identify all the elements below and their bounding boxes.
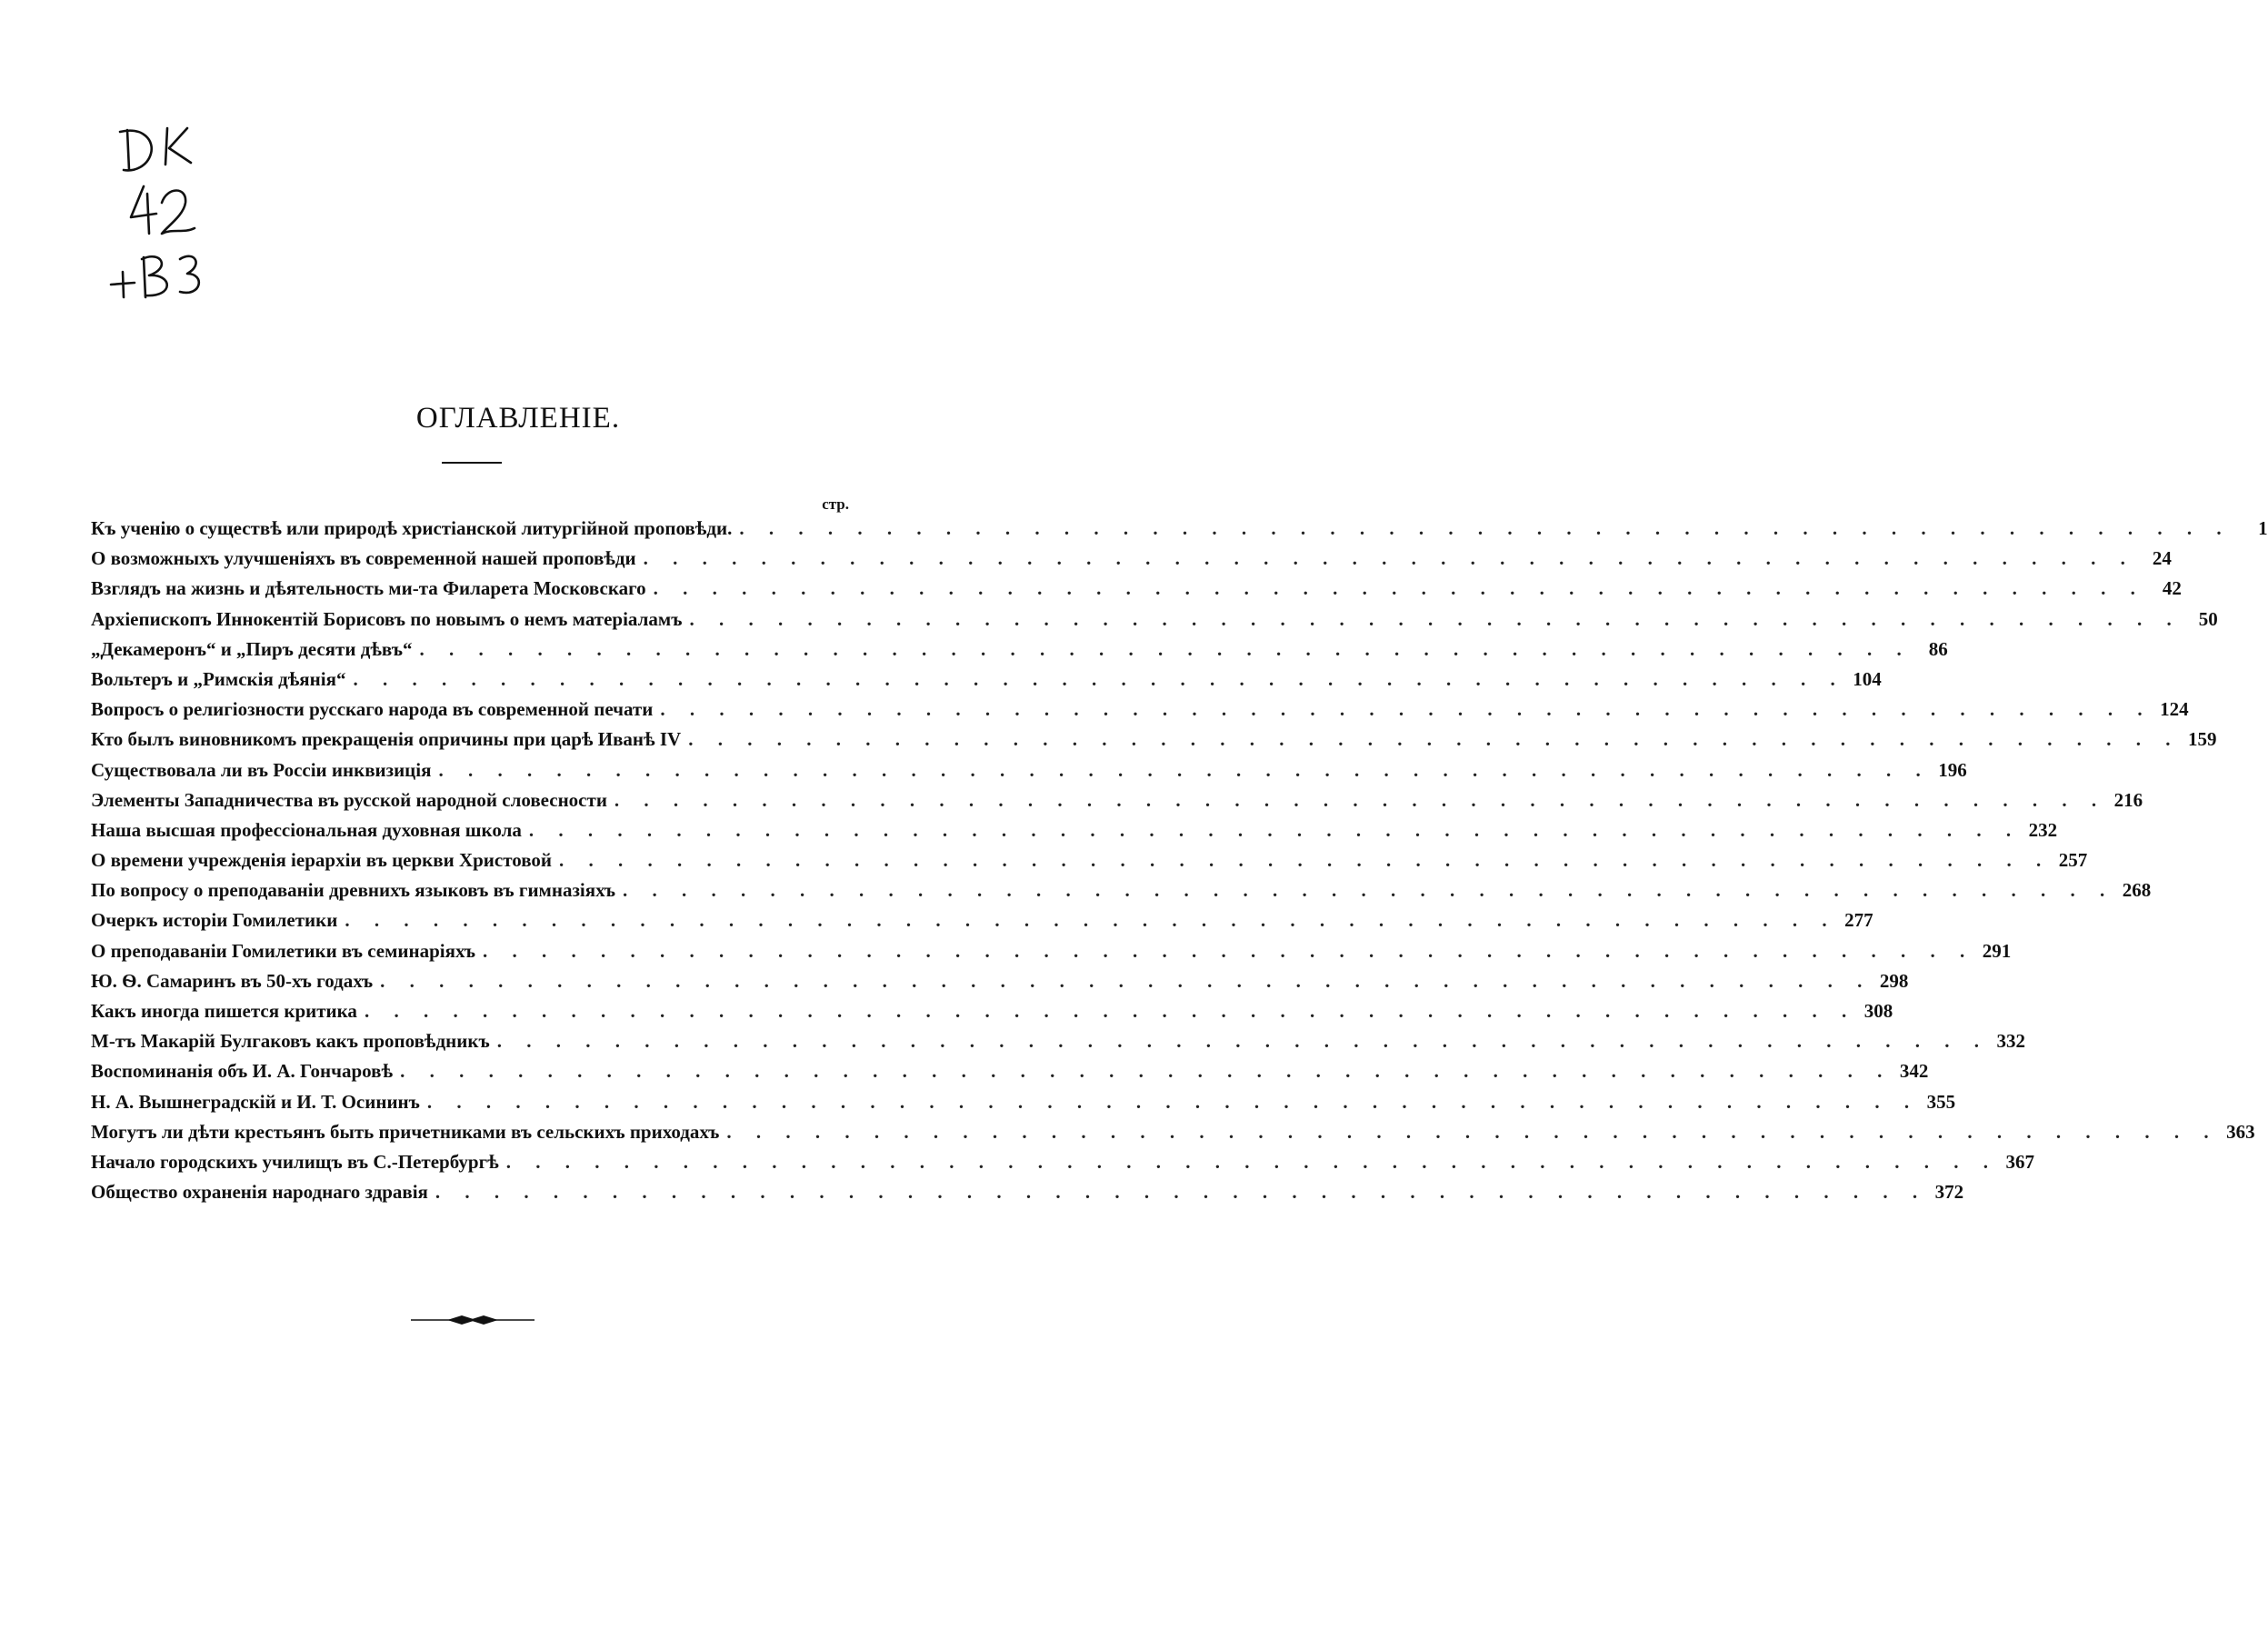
dot-leader xyxy=(607,789,2106,812)
toc-entry xyxy=(91,849,2088,879)
page-title: ОГЛАВЛЕНІЕ. xyxy=(415,402,621,435)
dot-leader xyxy=(615,879,2114,902)
toc-entry xyxy=(91,667,1882,698)
toc-entry-page-number: 355 xyxy=(1926,1090,1956,1113)
dot-leader xyxy=(681,728,2180,751)
toc-entry xyxy=(91,577,2182,607)
handwritten-call-number-drawing xyxy=(107,123,225,332)
toc-entry-title: М-тъ Макарій Булгаковъ какъ проповѣдникъ xyxy=(91,1030,490,1053)
toc-entry xyxy=(91,517,2268,547)
toc-entry-title: Могутъ ли дѣти крестьянъ быть причетниками въ сельскихъ приходахъ xyxy=(91,1120,720,1143)
toc-entry-page-number: 363 xyxy=(2226,1120,2255,1143)
toc-entry-page-number: 216 xyxy=(2113,788,2143,811)
toc-entry xyxy=(91,788,2143,819)
toc-entry xyxy=(91,818,2058,849)
page-column-header: стр. xyxy=(822,495,849,513)
toc-entry xyxy=(91,969,1909,1000)
toc-entry-page-number: 257 xyxy=(2058,849,2088,872)
dot-leader xyxy=(420,1091,1919,1114)
toc-entry-page-number: 332 xyxy=(1996,1030,2025,1053)
toc-entry xyxy=(91,1120,2255,1151)
ornament-drawing xyxy=(409,1314,536,1326)
dot-leader xyxy=(732,517,2231,540)
toc-entry-title: Элементы Западничества въ русской народной словесности xyxy=(91,788,607,811)
toc-entry-title: Воспоминанія объ И. А. Гончаровѣ xyxy=(91,1060,394,1083)
dot-leader xyxy=(646,577,2145,600)
toc-entry-title: О преподаваніи Гомилетики въ семинаріяхъ xyxy=(91,939,475,962)
toc-entry-page-number: 268 xyxy=(2122,879,2152,902)
toc-entry-title: Кто былъ виновникомъ прекращенія опричины при царѣ Иванѣ IV xyxy=(91,728,682,751)
toc-entry-page-number: 1 xyxy=(2258,517,2268,539)
toc-entry-title: Къ ученію о существѣ или природѣ христіанской литургійной проповѣди. xyxy=(91,517,733,539)
toc-entry-title: Начало городскихъ училищъ въ С.-Петербургѣ xyxy=(91,1150,499,1173)
toc-entry-page-number: 24 xyxy=(2152,547,2172,570)
toc-entry-page-number: 277 xyxy=(1844,909,1873,932)
dot-leader xyxy=(475,940,1974,963)
dot-leader xyxy=(337,909,1836,932)
toc-entry xyxy=(91,758,1967,789)
toc-entry-page-number: 159 xyxy=(2187,728,2217,751)
toc-entry-title: Общество охраненія народнаго здравія xyxy=(91,1181,428,1204)
toc-entry xyxy=(91,1030,2025,1060)
toc-entry-title: По вопросу о преподаваніи древнихъ языковъ въ гимназіяхъ xyxy=(91,879,616,902)
dot-leader xyxy=(552,849,2051,872)
dot-leader xyxy=(373,970,1872,993)
dot-leader xyxy=(431,759,1930,782)
toc-entry xyxy=(91,1000,1893,1030)
toc-entry xyxy=(91,1181,1964,1211)
toc-entry xyxy=(91,939,2012,970)
toc-entry-title: О возможныхъ улучшеніяхъ въ современной нашей проповѣди xyxy=(91,547,636,570)
dot-leader xyxy=(393,1060,1892,1083)
dot-leader xyxy=(428,1181,1927,1204)
end-ornament xyxy=(409,1314,536,1326)
toc-entry xyxy=(91,547,2172,577)
toc-entry-page-number: 104 xyxy=(1853,667,1882,690)
dot-leader xyxy=(719,1121,2218,1144)
toc-entry xyxy=(91,1150,2034,1181)
toc-entry-page-number: 291 xyxy=(1982,939,2012,962)
dot-leader xyxy=(357,1000,1856,1023)
toc-entry xyxy=(91,1090,1956,1121)
toc-entry-page-number: 196 xyxy=(1938,758,1967,781)
toc-entry-title: Взглядъ на жизнь и дѣятельность ми-та Филарета Московскаго xyxy=(91,577,646,600)
toc-entry xyxy=(91,637,1948,668)
toc-entry-page-number: 342 xyxy=(1899,1060,1929,1083)
toc-entry-page-number: 367 xyxy=(2005,1150,2034,1173)
dot-leader xyxy=(636,547,2135,570)
toc-entry-title: Наша высшая профессіональная духовная школа xyxy=(91,818,522,841)
dot-leader xyxy=(522,819,2021,842)
dot-leader xyxy=(499,1151,1998,1174)
dot-leader xyxy=(682,608,2181,631)
toc-entry xyxy=(91,909,1873,939)
toc-entry-title: Очеркъ исторіи Гомилетики xyxy=(91,909,338,932)
toc-entry-title: О времени учрежденія іерархіи въ церкви Христовой xyxy=(91,849,553,872)
title-underline-rule xyxy=(442,462,502,464)
toc-entry-title: Н. А. Вышнеградскій и И. Т. Осининъ xyxy=(91,1090,420,1113)
toc-entry xyxy=(91,607,2218,638)
dot-leader xyxy=(345,668,1844,691)
toc-entry-page-number: 372 xyxy=(1934,1181,1964,1204)
dot-leader xyxy=(490,1030,1989,1053)
toc-entry-page-number: 42 xyxy=(2162,577,2182,600)
toc-entry-title: Архіепископъ Иннокентій Борисовъ по новымъ о немъ матеріаламъ xyxy=(91,607,683,630)
table-of-contents xyxy=(91,517,2268,1211)
toc-entry-title: Какъ иногда пишется критика xyxy=(91,1000,357,1022)
toc-entry-title: „Декамеронъ“ и „Пиръ десяти дѣвъ“ xyxy=(91,637,413,660)
dot-leader xyxy=(413,638,1912,661)
toc-entry xyxy=(91,698,2189,728)
toc-entry-page-number: 124 xyxy=(2160,698,2189,721)
toc-entry xyxy=(91,1060,1929,1090)
toc-entry-page-number: 232 xyxy=(2028,818,2058,841)
toc-entry-page-number: 298 xyxy=(1879,969,1909,992)
toc-entry-title: Вольтеръ и „Римскія дѣянія“ xyxy=(91,667,346,690)
toc-entry-page-number: 308 xyxy=(1863,1000,1893,1022)
toc-entry-title: Ю. Ѳ. Самаринъ въ 50-хъ годахъ xyxy=(91,969,374,992)
toc-entry-page-number: 86 xyxy=(1928,637,1948,660)
toc-entry-page-number: 50 xyxy=(2198,607,2218,630)
toc-entry-title: Существовала ли въ Россіи инквизиція xyxy=(91,758,432,781)
handwritten-call-number xyxy=(107,123,225,332)
toc-entry xyxy=(91,879,2152,909)
dot-leader xyxy=(653,698,2152,721)
toc-entry xyxy=(91,728,2217,758)
toc-entry-title: Вопросъ о религіозности русскаго народа въ современной печати xyxy=(91,698,654,721)
